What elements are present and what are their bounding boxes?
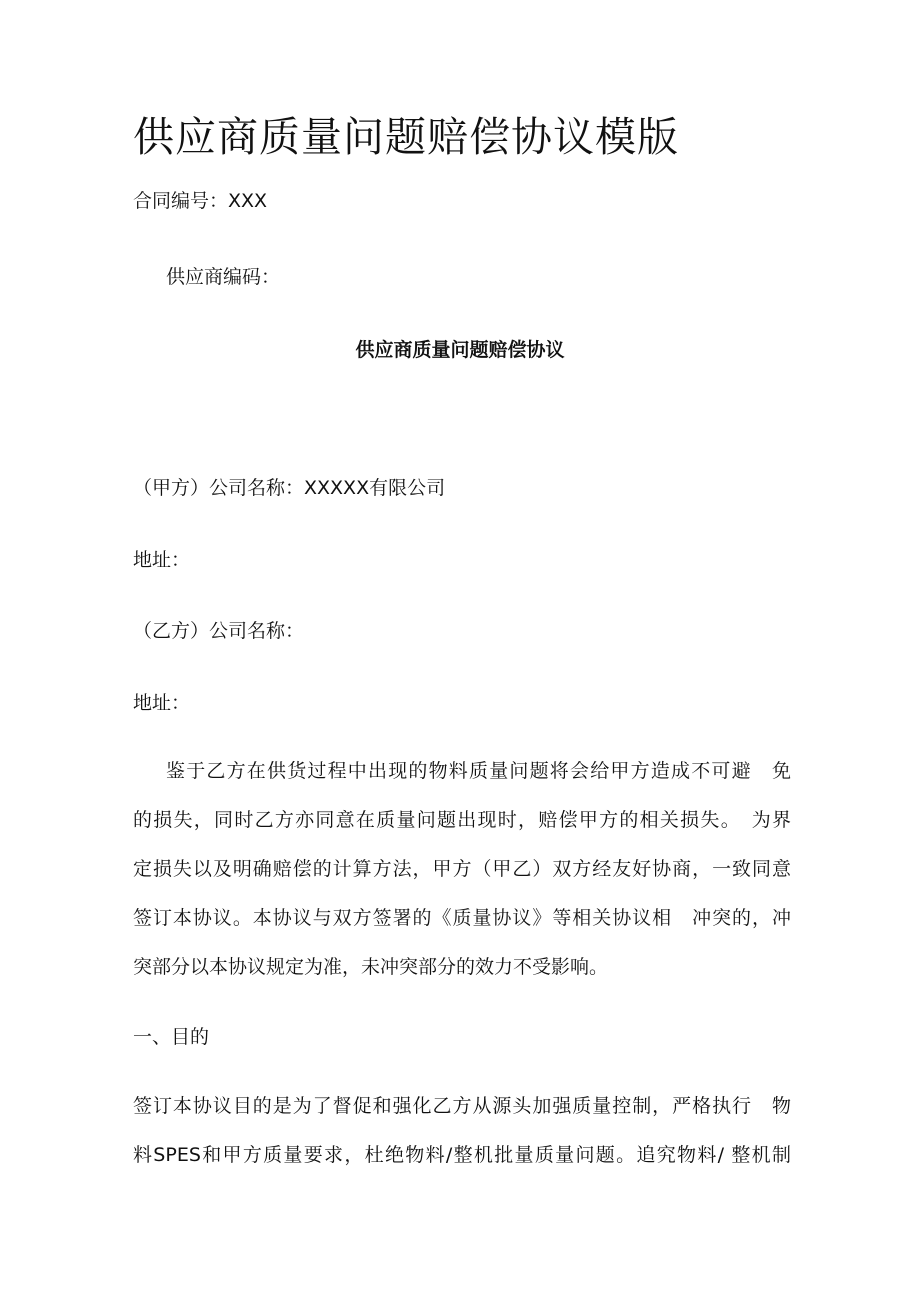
purpose-paragraph [133,1093,791,1191]
intro-paragraph [133,758,791,1003]
supplier-code: 供应商编码： [166,266,281,288]
intro-line: 签订本协议。本协议与双方签署的《质量协议》等相关协议相 冲突的，冲 [133,907,791,929]
intro-line: 突部分以本协议规定为准，未冲突部分的效力不受影响。 [133,956,609,978]
party-a-company-name: （甲方）公司名称：XXXXX有限公司 [133,477,446,499]
intro-line: 鉴于乙方在供货过程中出现的物料质量问题将会给甲方造成不可避 免 [166,760,791,782]
intro-line: 的损失，同时乙方亦同意在质量问题出现时，赔偿甲方的相关损失。 为界 [133,809,791,831]
contract-number: 合同编号：XXX [133,190,268,212]
party-b-company-name: （乙方）公司名称： [133,620,305,642]
section-heading-purpose: 一、目的 [133,1026,210,1048]
purpose-line: 料SPES和甲方质量要求，杜绝物料/整机批量质量问题。追究物料/ 整机制 [133,1144,791,1166]
document-title: 供应商质量问题赔偿协议模版 [133,113,679,161]
party-a-address: 地址： [133,549,191,571]
intro-line: 定损失以及明确赔偿的计算方法，甲方（甲乙）双方经友好协商，一致同意 [133,858,791,880]
purpose-line: 签订本协议目的是为了督促和强化乙方从源头加强质量控制，严格执行 物 [133,1095,791,1117]
party-b-address: 地址： [133,692,191,714]
agreement-heading: 供应商质量问题赔偿协议 [355,339,565,361]
